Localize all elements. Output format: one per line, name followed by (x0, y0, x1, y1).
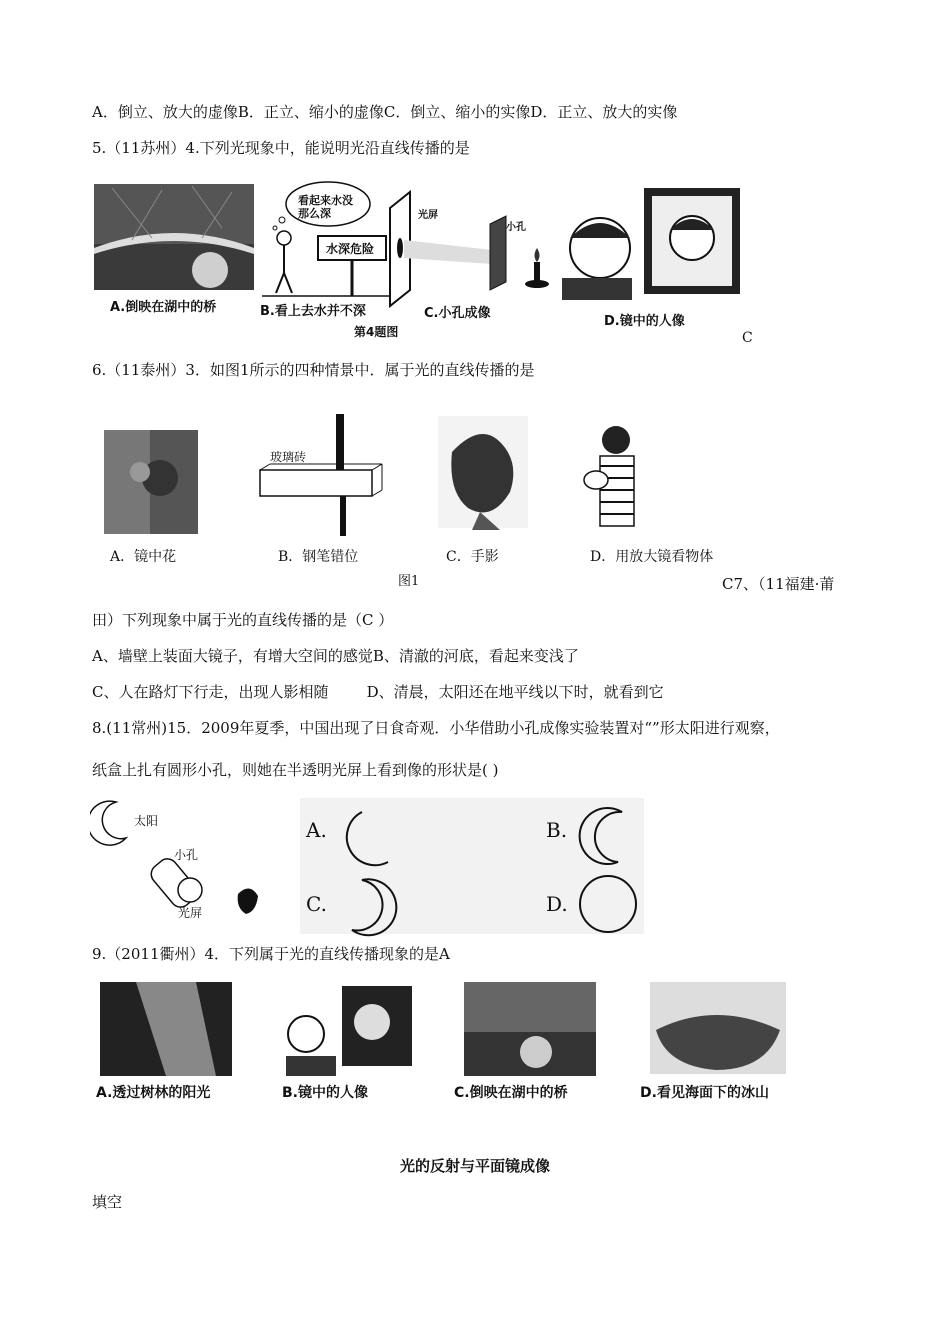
q8-screen-label: 光屏 (178, 906, 203, 920)
q9-figure (96, 980, 816, 1108)
q6-caption-c: C．手影 (446, 549, 499, 565)
q4-options: A．倒立、放大的虚像B．正立、缩小的虚像C．倒立、缩小的实像D．正立、放大的实像 (92, 103, 678, 121)
q9-caption-b: B.镜中的人像 (282, 1085, 368, 1101)
q8-sun-label: 太阳 (134, 814, 159, 828)
q5-hole-label: 小孔 (506, 222, 526, 233)
q6-caption-a: A．镜中花 (110, 549, 177, 565)
q6-glass-label: 玻璃砖 (270, 450, 307, 464)
q9-figure-drawing (96, 980, 816, 1080)
q7-question: 田）下列现象中属于光的直线传播的是（C ） (92, 611, 394, 629)
q5-answer: C (742, 330, 753, 346)
q5-caption-a: A.倒映在湖中的桥 (110, 300, 217, 315)
q6-figure (100, 412, 740, 588)
q5-caption-b: B.看上去水并不深 (260, 304, 366, 319)
q5-figure (92, 178, 742, 346)
q7-options-cd: C、人在路灯下行走，出现人影相随 D、清晨，太阳还在地平线以下时，就看到它 (92, 683, 664, 701)
q5-bubble-text: 看起来水没那么深 (298, 194, 353, 220)
q8-question-a: 8.(11常州)15．2009年夏季，中国出现了日食奇观．小华借助小孔成像实验装置对“”形太阳进行观察， (92, 719, 780, 737)
q5-figure-title: 第4题图 (354, 325, 399, 339)
q9-caption-c: C.倒映在湖中的桥 (454, 1085, 568, 1101)
q8-option-d: D. (546, 892, 568, 916)
q6-figure-title: 图1 (398, 574, 420, 589)
q8-question-b: 纸盒上扎有圆形小孔，则她在半透明光屏上看到像的形状是( ) (92, 761, 499, 779)
q6-caption-b: B．钢笔错位 (278, 549, 359, 565)
q5-sign-text: 水深危险 (326, 242, 375, 256)
q6-question: 6.（11泰州）3．如图1所示的四种情景中．属于光的直线传播的是 (92, 361, 535, 379)
q8-figure (90, 794, 646, 938)
q6-caption-d: D．用放大镜看物体 (590, 549, 714, 565)
q9-caption-d: D.看见海面下的冰山 (640, 1085, 769, 1101)
q5-screen-label: 光屏 (418, 210, 438, 221)
section-subtitle: 填空 (92, 1193, 123, 1211)
q9-caption-a: A.透过树林的阳光 (96, 1085, 211, 1101)
q8-option-b: B. (546, 818, 568, 842)
section-title: 光的反射与平面镜成像 (399, 1157, 550, 1175)
q6-figure-drawing (100, 412, 740, 542)
q5-caption-d: D.镜中的人像 (604, 314, 685, 329)
q5-caption-c: C.小孔成像 (424, 306, 491, 321)
q7-options-ab: A、墙壁上装面大镜子，有增大空间的感觉B、清澈的河底，看起来变浅了 (92, 647, 579, 665)
q8-option-c: C. (306, 892, 327, 916)
q5-question: 5.（11苏州）4.下列光现象中，能说明光沿直线传播的是 (92, 139, 470, 157)
q8-option-a: A. (306, 818, 327, 842)
q9-question: 9.（2011衢州）4．下列属于光的直线传播现象的是A (92, 945, 450, 963)
q7-start: C7、（11福建·莆 (722, 575, 835, 593)
q8-figure-drawing (90, 794, 646, 938)
q8-hole-label: 小孔 (174, 848, 199, 862)
